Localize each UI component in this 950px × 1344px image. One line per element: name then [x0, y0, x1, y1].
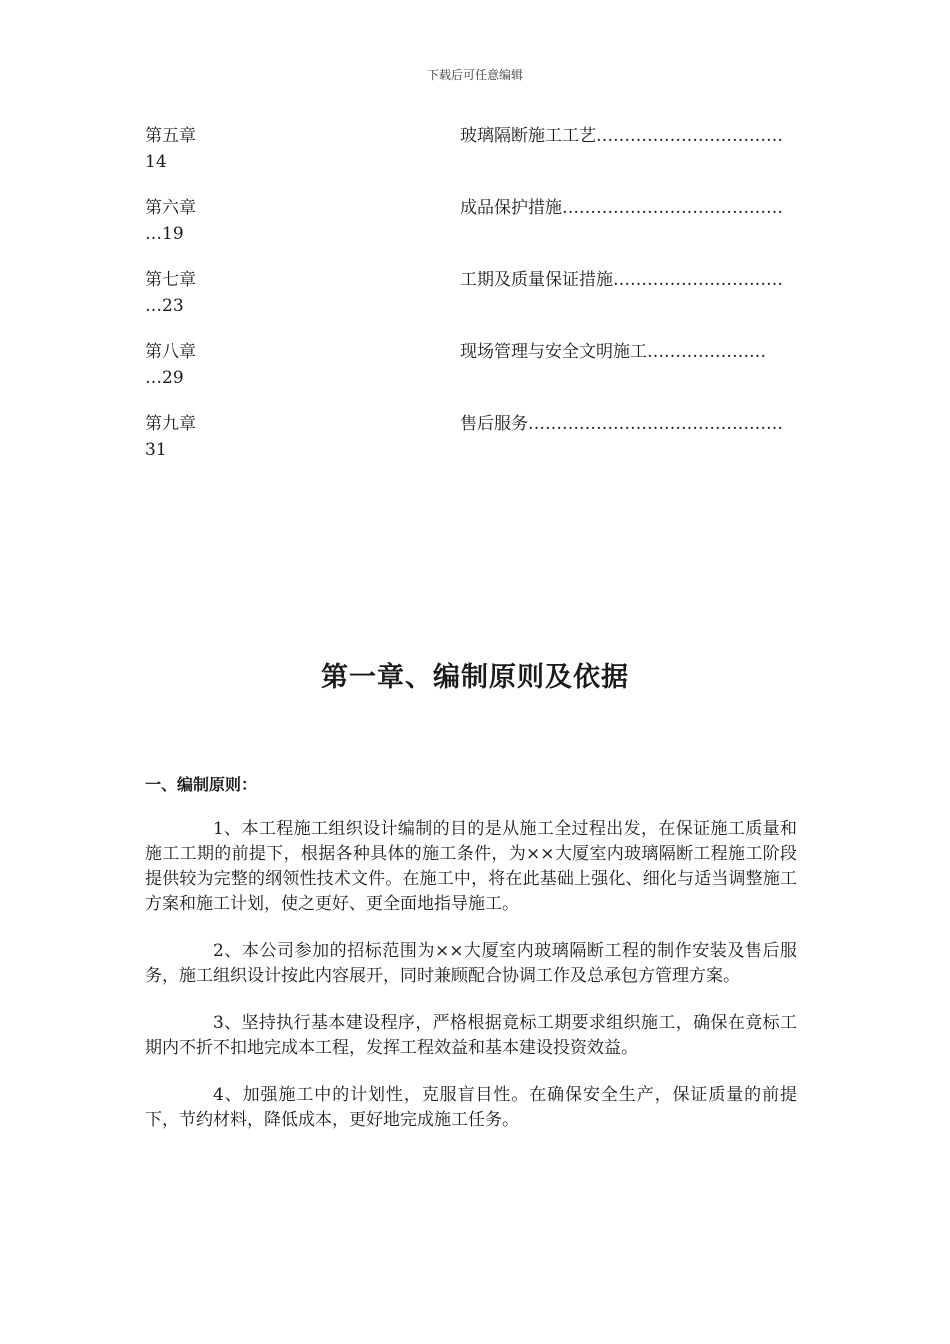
- page-header: 下载后可任意编辑: [426, 68, 523, 82]
- toc-chapter-title: 售后服务………………………………………: [460, 414, 783, 434]
- toc-chapter-title: 玻璃隔断施工工艺……………………………: [460, 126, 783, 146]
- paragraph: 2、本公司参加的招标范围为××大厦室内玻璃隔断工程的制作安装及售后服务，施工组织设计按此内容展开，同时兼顾配合协调工作及总承包方管理方案。: [145, 941, 797, 986]
- table-of-contents: [145, 124, 805, 484]
- toc-entry: [145, 412, 805, 484]
- toc-entry: [145, 124, 805, 196]
- paragraph: 1、本工程施工组织设计编制的目的是从施工全过程出发，在保证施工质量和施工工期的前提下，根据各种具体的施工条件，为××大厦室内玻璃隔断工程施工阶段提供较为完整的纲领性技术文件。在施工中，将在此基础上强化、细化与适当调整施工方案和施工计划，使之更好、更全面地指导施工。: [145, 819, 797, 914]
- toc-page-number: …19: [145, 224, 184, 244]
- toc-page-number: …23: [145, 296, 184, 316]
- toc-entry: [145, 340, 805, 412]
- section-heading: 一、编制原则：: [145, 775, 258, 794]
- toc-chapter-label: 第八章: [145, 342, 196, 362]
- paragraph: 3、坚持执行基本建设程序，严格根据竟标工期要求组织施工，确保在竟标工期内不折不扣地完成本工程，发挥工程效益和基本建设投资效益。: [145, 1013, 797, 1058]
- toc-chapter-label: 第五章: [145, 126, 196, 146]
- toc-entry: [145, 196, 805, 268]
- toc-chapter-title: 成品保护措施…………………………………: [460, 198, 783, 218]
- toc-chapter-label: 第七章: [145, 270, 196, 290]
- toc-page-number: 31: [145, 440, 167, 460]
- section-body: [145, 817, 797, 1155]
- toc-chapter-title: 现场管理与安全文明施工…………………: [460, 342, 766, 362]
- toc-page-number: …29: [145, 368, 184, 388]
- toc-page-number: 14: [145, 152, 167, 172]
- toc-chapter-label: 第九章: [145, 414, 196, 434]
- toc-chapter-title: 工期及质量保证措施…………………………: [460, 270, 783, 290]
- toc-entry: [145, 268, 805, 340]
- chapter-heading: 第一章、编制原则及依据: [321, 662, 629, 693]
- toc-chapter-label: 第六章: [145, 198, 196, 218]
- paragraph: 4、加强施工中的计划性，克服盲目性。在确保安全生产，保证质量的前提下，节约材料，降低成本，更好地完成施工任务。: [145, 1085, 797, 1130]
